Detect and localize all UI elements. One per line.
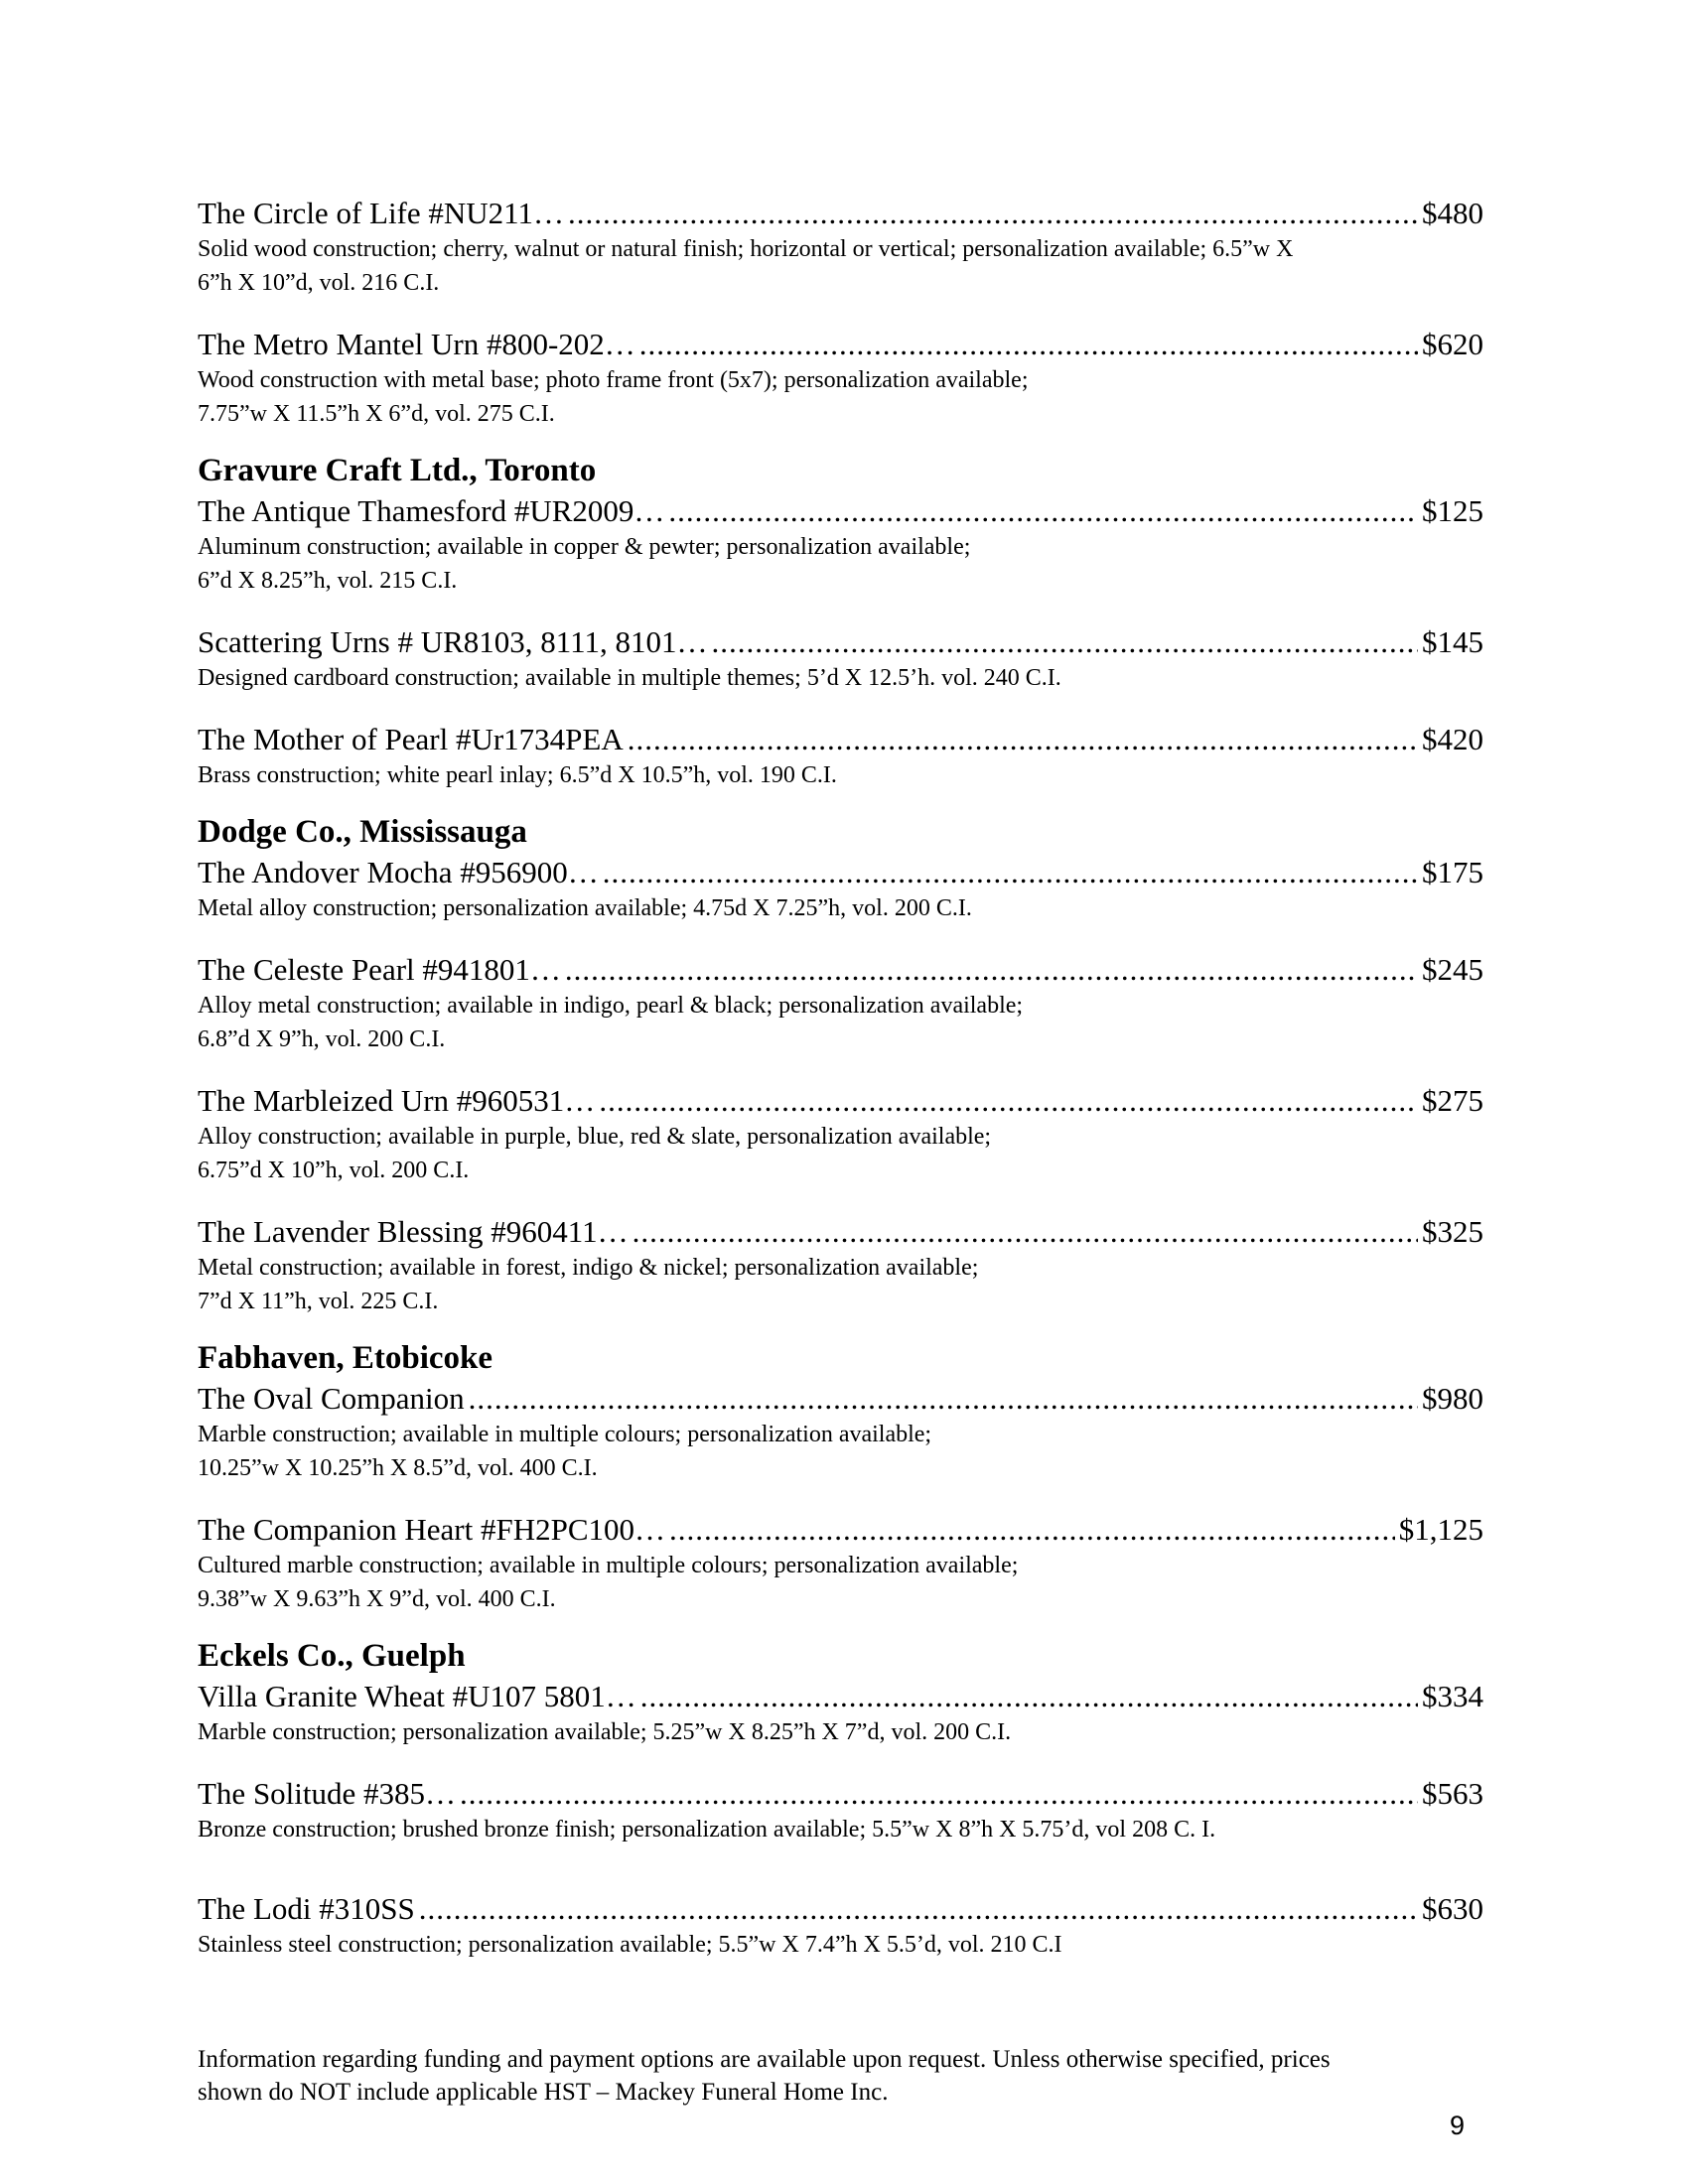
list-item [198, 1380, 1483, 1485]
item-price: $420 [1422, 722, 1483, 756]
item-line [198, 1890, 1483, 1928]
list-item [198, 326, 1483, 431]
supplier-heading: Gravure Craft Ltd., Toronto [198, 453, 597, 488]
item-name: The Oval Companion [198, 1381, 465, 1416]
item-name: The Circle of Life #NU211… [198, 196, 565, 230]
item-line [198, 195, 1483, 232]
item-name: Villa Granite Wheat #U107 5801… [198, 1679, 636, 1713]
list-item [198, 1775, 1483, 1846]
page-number: 9 [1449, 2111, 1465, 2140]
item-description: 7.75”w X 11.5”h X 6”d, vol. 275 C.I. [198, 401, 555, 427]
item-description: Stainless steel construction; personalization available; 5.5”w X 7.4”h X 5.5’d, vol. 210 C.I [198, 1932, 1062, 1958]
item-description: Bronze construction; brushed bronze finish; personalization available; 5.5”w X 8”h X 5.75’d, vol 208 C. I. [198, 1817, 1216, 1843]
item-name: The Mother of Pearl #Ur1734PEA [198, 722, 624, 756]
price-list [198, 195, 1483, 1962]
item-name: The Marbleized Urn #960531… [198, 1083, 596, 1118]
item-line [198, 854, 1483, 891]
item-description: Alloy construction; available in purple, blue, red & slate, personalization available; [198, 1124, 992, 1150]
supplier-heading: Fabhaven, Etobicoke [198, 1340, 493, 1376]
item-name: The Lavender Blessing #960411… [198, 1214, 629, 1249]
dot-leader [568, 195, 1418, 232]
item-description: Aluminum construction; available in copper & pewter; personalization available; [198, 534, 971, 560]
supplier-heading: Dodge Co., Mississauga [198, 814, 527, 850]
item-name: Scattering Urns # UR8103, 8111, 8101… [198, 624, 708, 659]
item-description: Alloy metal construction; available in indigo, pearl & black; personalization available; [198, 993, 1024, 1019]
item-description: Metal construction; available in forest, indigo & nickel; personalization available; [198, 1255, 979, 1281]
item-description: 6”h X 10”d, vol. 216 C.I. [198, 270, 440, 296]
item-description: Metal alloy construction; personalization available; 4.75d X 7.25”h, vol. 200 C.I. [198, 895, 972, 921]
footer-line: shown do NOT include applicable HST – Mackey Funeral Home Inc. [198, 2079, 889, 2106]
item-price: $175 [1422, 855, 1483, 889]
item-price: $563 [1422, 1776, 1483, 1811]
item-line [198, 1678, 1483, 1715]
item-price: $325 [1422, 1214, 1483, 1249]
item-description: Wood construction with metal base; photo frame front (5x7); personalization available; [198, 367, 1029, 393]
item-description: Designed cardboard construction; available in multiple themes; 5’d X 12.5’h. vol. 240 C.I. [198, 665, 1061, 691]
item-price: $145 [1422, 624, 1483, 659]
item-name: The Solitude #385… [198, 1776, 457, 1811]
item-name: The Companion Heart #FH2PC100… [198, 1512, 665, 1547]
item-line [198, 1213, 1483, 1251]
item-name: The Antique Thamesford #UR2009… [198, 493, 665, 528]
item-description: 9.38”w X 9.63”h X 9”d, vol. 400 C.I. [198, 1586, 556, 1612]
list-item [198, 623, 1483, 695]
dot-leader [469, 1380, 1418, 1418]
item-line [198, 492, 1483, 530]
item-description: 6”d X 8.25”h, vol. 215 C.I. [198, 568, 458, 594]
item-price: $980 [1422, 1381, 1483, 1416]
dot-leader [565, 951, 1418, 989]
list-item [198, 854, 1483, 925]
item-name: The Andover Mocha #956900… [198, 855, 599, 889]
item-line [198, 721, 1483, 758]
item-name: The Celeste Pearl #941801… [198, 952, 561, 987]
item-line [198, 951, 1483, 989]
dot-leader [669, 1511, 1395, 1549]
list-item [198, 195, 1483, 300]
item-price: $275 [1422, 1083, 1483, 1118]
dot-leader [640, 1678, 1418, 1715]
item-description: Marble construction; personalization available; 5.25”w X 8.25”h X 7”d, vol. 200 C.I. [198, 1719, 1012, 1745]
list-item [198, 492, 1483, 598]
item-price: $1,125 [1398, 1512, 1483, 1547]
dot-leader [419, 1890, 1418, 1928]
list-item [198, 1890, 1483, 1962]
footer-note [198, 2043, 1488, 2109]
item-price: $620 [1422, 327, 1483, 361]
item-price: $245 [1422, 952, 1483, 987]
item-price: $334 [1422, 1679, 1483, 1713]
list-item [198, 1213, 1483, 1318]
item-description: 6.75”d X 10”h, vol. 200 C.I. [198, 1158, 470, 1183]
item-description: Brass construction; white pearl inlay; 6.5”d X 10.5”h, vol. 190 C.I. [198, 762, 837, 788]
item-line [198, 1082, 1483, 1120]
dot-leader [633, 1213, 1418, 1251]
item-description: 10.25”w X 10.25”h X 8.5”d, vol. 400 C.I. [198, 1455, 598, 1481]
item-line [198, 623, 1483, 661]
dot-leader [460, 1775, 1418, 1813]
list-item [198, 1511, 1483, 1616]
item-description: Marble construction; available in multiple colours; personalization available; [198, 1422, 932, 1447]
item-price: $480 [1422, 196, 1483, 230]
footer-line: Information regarding funding and payment options are available upon request. Unless otherwise specified, prices [198, 2046, 1331, 2073]
item-line [198, 1511, 1483, 1549]
dot-leader [628, 721, 1418, 758]
item-name: The Metro Mantel Urn #800-202… [198, 327, 635, 361]
item-description: 7”d X 11”h, vol. 225 C.I. [198, 1289, 439, 1314]
item-description: Solid wood construction; cherry, walnut or natural finish; horizontal or vertical; personalization available; 6.5”w X [198, 236, 1294, 262]
list-item [198, 951, 1483, 1056]
dot-leader [603, 854, 1418, 891]
dot-leader [711, 623, 1418, 661]
dot-leader [668, 492, 1418, 530]
list-item [198, 1082, 1483, 1187]
item-description: 6.8”d X 9”h, vol. 200 C.I. [198, 1026, 446, 1052]
item-description: Cultured marble construction; available in multiple colours; personalization available; [198, 1553, 1019, 1578]
list-item [198, 1678, 1483, 1749]
item-line [198, 1775, 1483, 1813]
item-line [198, 1380, 1483, 1418]
dot-leader [639, 326, 1418, 363]
dot-leader [599, 1082, 1418, 1120]
item-price: $630 [1422, 1891, 1483, 1926]
item-line [198, 326, 1483, 363]
list-item [198, 721, 1483, 792]
supplier-heading: Eckels Co., Guelph [198, 1638, 466, 1674]
item-name: The Lodi #310SS [198, 1891, 415, 1926]
item-price: $125 [1422, 493, 1483, 528]
